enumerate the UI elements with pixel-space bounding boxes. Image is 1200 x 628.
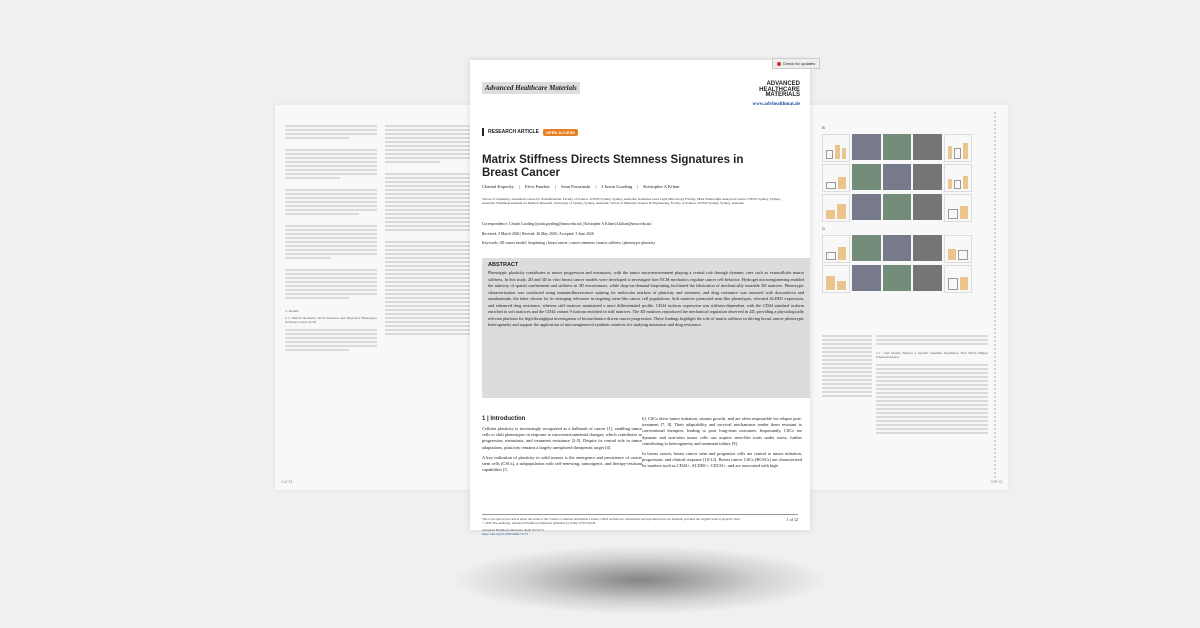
intro-paragraph-2: A key indication of plasticity in solid tumors is the emergence and persistence of cancer stem cells (CSCs), a subpopulation with self-renewing, tumorigenic, and therapy-resistant capabilities [5, bbox=[482, 454, 642, 473]
keywords: Keywords: 3D cancer model | bioprinting | breast cancer | cancer stemness | matrix stiffness | phenotypic plasticity bbox=[482, 241, 656, 245]
right-subsection-heading: 2.1 | Soft Matrix Induces a Specific Stemlike Population That Elicits Higher Chemoresistance bbox=[876, 351, 988, 360]
previous-page bbox=[275, 105, 485, 490]
open-access-badge: OPEN ACCESS bbox=[543, 129, 578, 136]
article-type: RESEARCH ARTICLE bbox=[488, 129, 539, 135]
article-type-row bbox=[482, 128, 578, 136]
left-subsection-heading: 2.1 | Matrix Mechanics Drive Stemness and Migratory Phenotypes in Breast Cancer in 2D bbox=[285, 316, 377, 325]
figure-panel bbox=[822, 125, 972, 293]
affiliations: School of Chemistry, Australian Centre for NanoMedicine, Faculty of Science, UNSW Sydney, Sydney, Australia; Katharina Gaus Light Microscopy Facility, Mark Wainwright Analytical Centre, UNSW Sydney, Sydney, Australia; Westmead Institute for Medical Research, University of Sydney, Sydney, Australia; School of Materials Science & Engineering, Faculty of Science, UNSW Sydney, Sydney, Australia bbox=[482, 197, 781, 206]
journal-logo bbox=[759, 82, 800, 99]
author-name[interactable]: Chantal Kopecky bbox=[482, 184, 515, 189]
intro-paragraph-4: In breast cancer, breast cancer stem and progenitor cells are central to tumor initiation, progression, and clinical response [10-12]. Breast cancer CSCs (BCSCs) are characterized by markers such as CD44+, ALDH1+, CD133+, and are associated with high bbox=[642, 451, 802, 469]
intro-paragraph-1: Cellular plasticity is increasingly recognized as a hallmark of cancer [1], enabling tumor cells to shift phenotypes in response to microenvironmental changes, which contributes to progression, metastasis, and treatment resistance [2-5]. Despite its central role in tumor adaptations, plasticity remains a largely unexplored therapeutic target [4]. bbox=[482, 426, 642, 450]
left-page-column-2 bbox=[385, 123, 477, 337]
figure-panel-d-label: D bbox=[822, 226, 825, 231]
article-first-page bbox=[470, 60, 810, 536]
left-page-column-1 bbox=[285, 123, 377, 353]
abstract-box bbox=[482, 258, 810, 398]
license-footer bbox=[482, 514, 798, 536]
journal-url[interactable]: www.advhealthmat.de bbox=[752, 102, 800, 107]
logo-line-2: HEALTHCARE bbox=[759, 86, 800, 93]
author-list: Chantal Kopecky | Elvis Pandzic | Sean Porazinski | J Justin Gooding | Kristopher A Kilian bbox=[482, 184, 680, 189]
abstract-text: Phenotypic plasticity contributes to tumor progression and metastasis, with the tumor microenvironment playing a central role through dynamic cues such as extracellular matrix stiffness. In this study, 2D and 3D in vitro breast cancer models were developed to investigate how ECM mechanics regulate cancer cell behavior. Hydrogel microengineering enabled the mimicry of spatial confinement and stiffness in 3D microtumors, while drop-on-demand bioprinting facilitated the fabrication of mechanically tuneable 3D matrices. Phenotypic characterization was conducted using immunofluorescence staining for molecular markers of plasticity and stemness, and drug resistance was assessed with doxorubicin and enzalutamide, the latter chosen for its emerging relevance in targeting stem-like cancer cell populations. Soft matrices promoted stem-like phenotypes, elevated ALDH1 expression, and enhanced drug resistance, whereas stiff matrices maintained a more differentiated profile. CD44 isoform expression was stiffness-dependent, with the CD44 standard isoform enriched in soft matrices and the CD44 variant 9 isoform enriched in stiff matrices. The 3D matrices reproduced the mechanical regulation observed in 2D, providing a physiologically relevant platform for high-throughput investigation of biomechanics-driven cancer progression. These findings highlight the role of matrix stiffness in driving breast cancer phenotypic heterogeneity and support the application of microengineered synthetic matrices for studying metastasis and drug resistance. bbox=[488, 270, 804, 327]
page-drop-shadow bbox=[450, 545, 830, 615]
abstract-heading: ABSTRACT bbox=[488, 262, 519, 268]
check-for-updates-label: Check for updates bbox=[782, 61, 816, 66]
page-number: 1 of 12 bbox=[786, 517, 798, 522]
side-margin-text bbox=[994, 112, 1000, 482]
author-name[interactable]: Elvis Pandzic bbox=[524, 184, 551, 189]
journal-name: Advanced Healthcare Materials bbox=[482, 82, 580, 94]
introduction-heading: 1 | Introduction bbox=[482, 416, 526, 422]
license-text: This is an open access article under the terms of the Creative Commons Attribution License, which permits use, distribution and reproduction in any medium, provided the original work is properly cited. bbox=[482, 517, 741, 521]
right-page-column-1 bbox=[822, 333, 872, 399]
intro-paragraph-3: 6]. CSCs drive tumor initiation, sustain growth, and are often responsible for relapse post-treatment [7, 8]. Their adaptability and survival mechanisms render them resistant to conventional therapies, leading to poor long-term outcomes. Importantly, CSCs are dynamic and non-stem tumor cells can acquire stem-like traits under stress, further contributing to heterogeneity and treatment failure [9]. bbox=[642, 416, 802, 446]
author-name[interactable]: J Justin Gooding bbox=[601, 184, 633, 189]
intro-column-right bbox=[642, 416, 802, 470]
article-title: Matrix Stiffness Directs Stemness Signatures in Breast Cancer bbox=[482, 154, 744, 179]
correspondence: Correspondence: J Justin Gooding (justin.gooding@unsw.edu.au) | Kristopher A Kilian (k.kilian@unsw.edu.au) bbox=[482, 222, 652, 226]
right-page-column-2 bbox=[876, 333, 988, 436]
check-for-updates-button[interactable] bbox=[772, 58, 820, 69]
article-type-marker bbox=[482, 128, 484, 136]
results-heading: 2 | Results bbox=[285, 309, 299, 313]
update-badge-icon bbox=[777, 62, 781, 66]
citation-text: Advanced Healthcare Materials, 2026; 0:e71173 bbox=[482, 528, 544, 532]
right-page-number: 3 of 12 bbox=[990, 479, 1002, 484]
logo-line-1: ADVANCED bbox=[766, 81, 800, 87]
doi-link[interactable]: https://doi.org/10.1002/adhm.71173 bbox=[482, 532, 528, 536]
left-page-number: 2 of 12 bbox=[281, 479, 293, 484]
copyright-text: © 2026 The Author(s). Advanced Healthcare Materials published by Wiley-VCH GmbH. bbox=[482, 521, 596, 525]
next-page bbox=[808, 105, 1008, 490]
author-name[interactable]: Sean Porazinski bbox=[561, 184, 591, 189]
intro-column-left bbox=[482, 416, 642, 473]
logo-line-3: MATERIALS bbox=[765, 92, 800, 98]
author-name[interactable]: Kristopher A Kilian bbox=[643, 184, 680, 189]
figure-panel-b-label: B bbox=[822, 125, 825, 130]
article-dates: Received: 3 March 2026 | Revised: 26 May 2026 | Accepted: 3 June 2026 bbox=[482, 232, 594, 236]
